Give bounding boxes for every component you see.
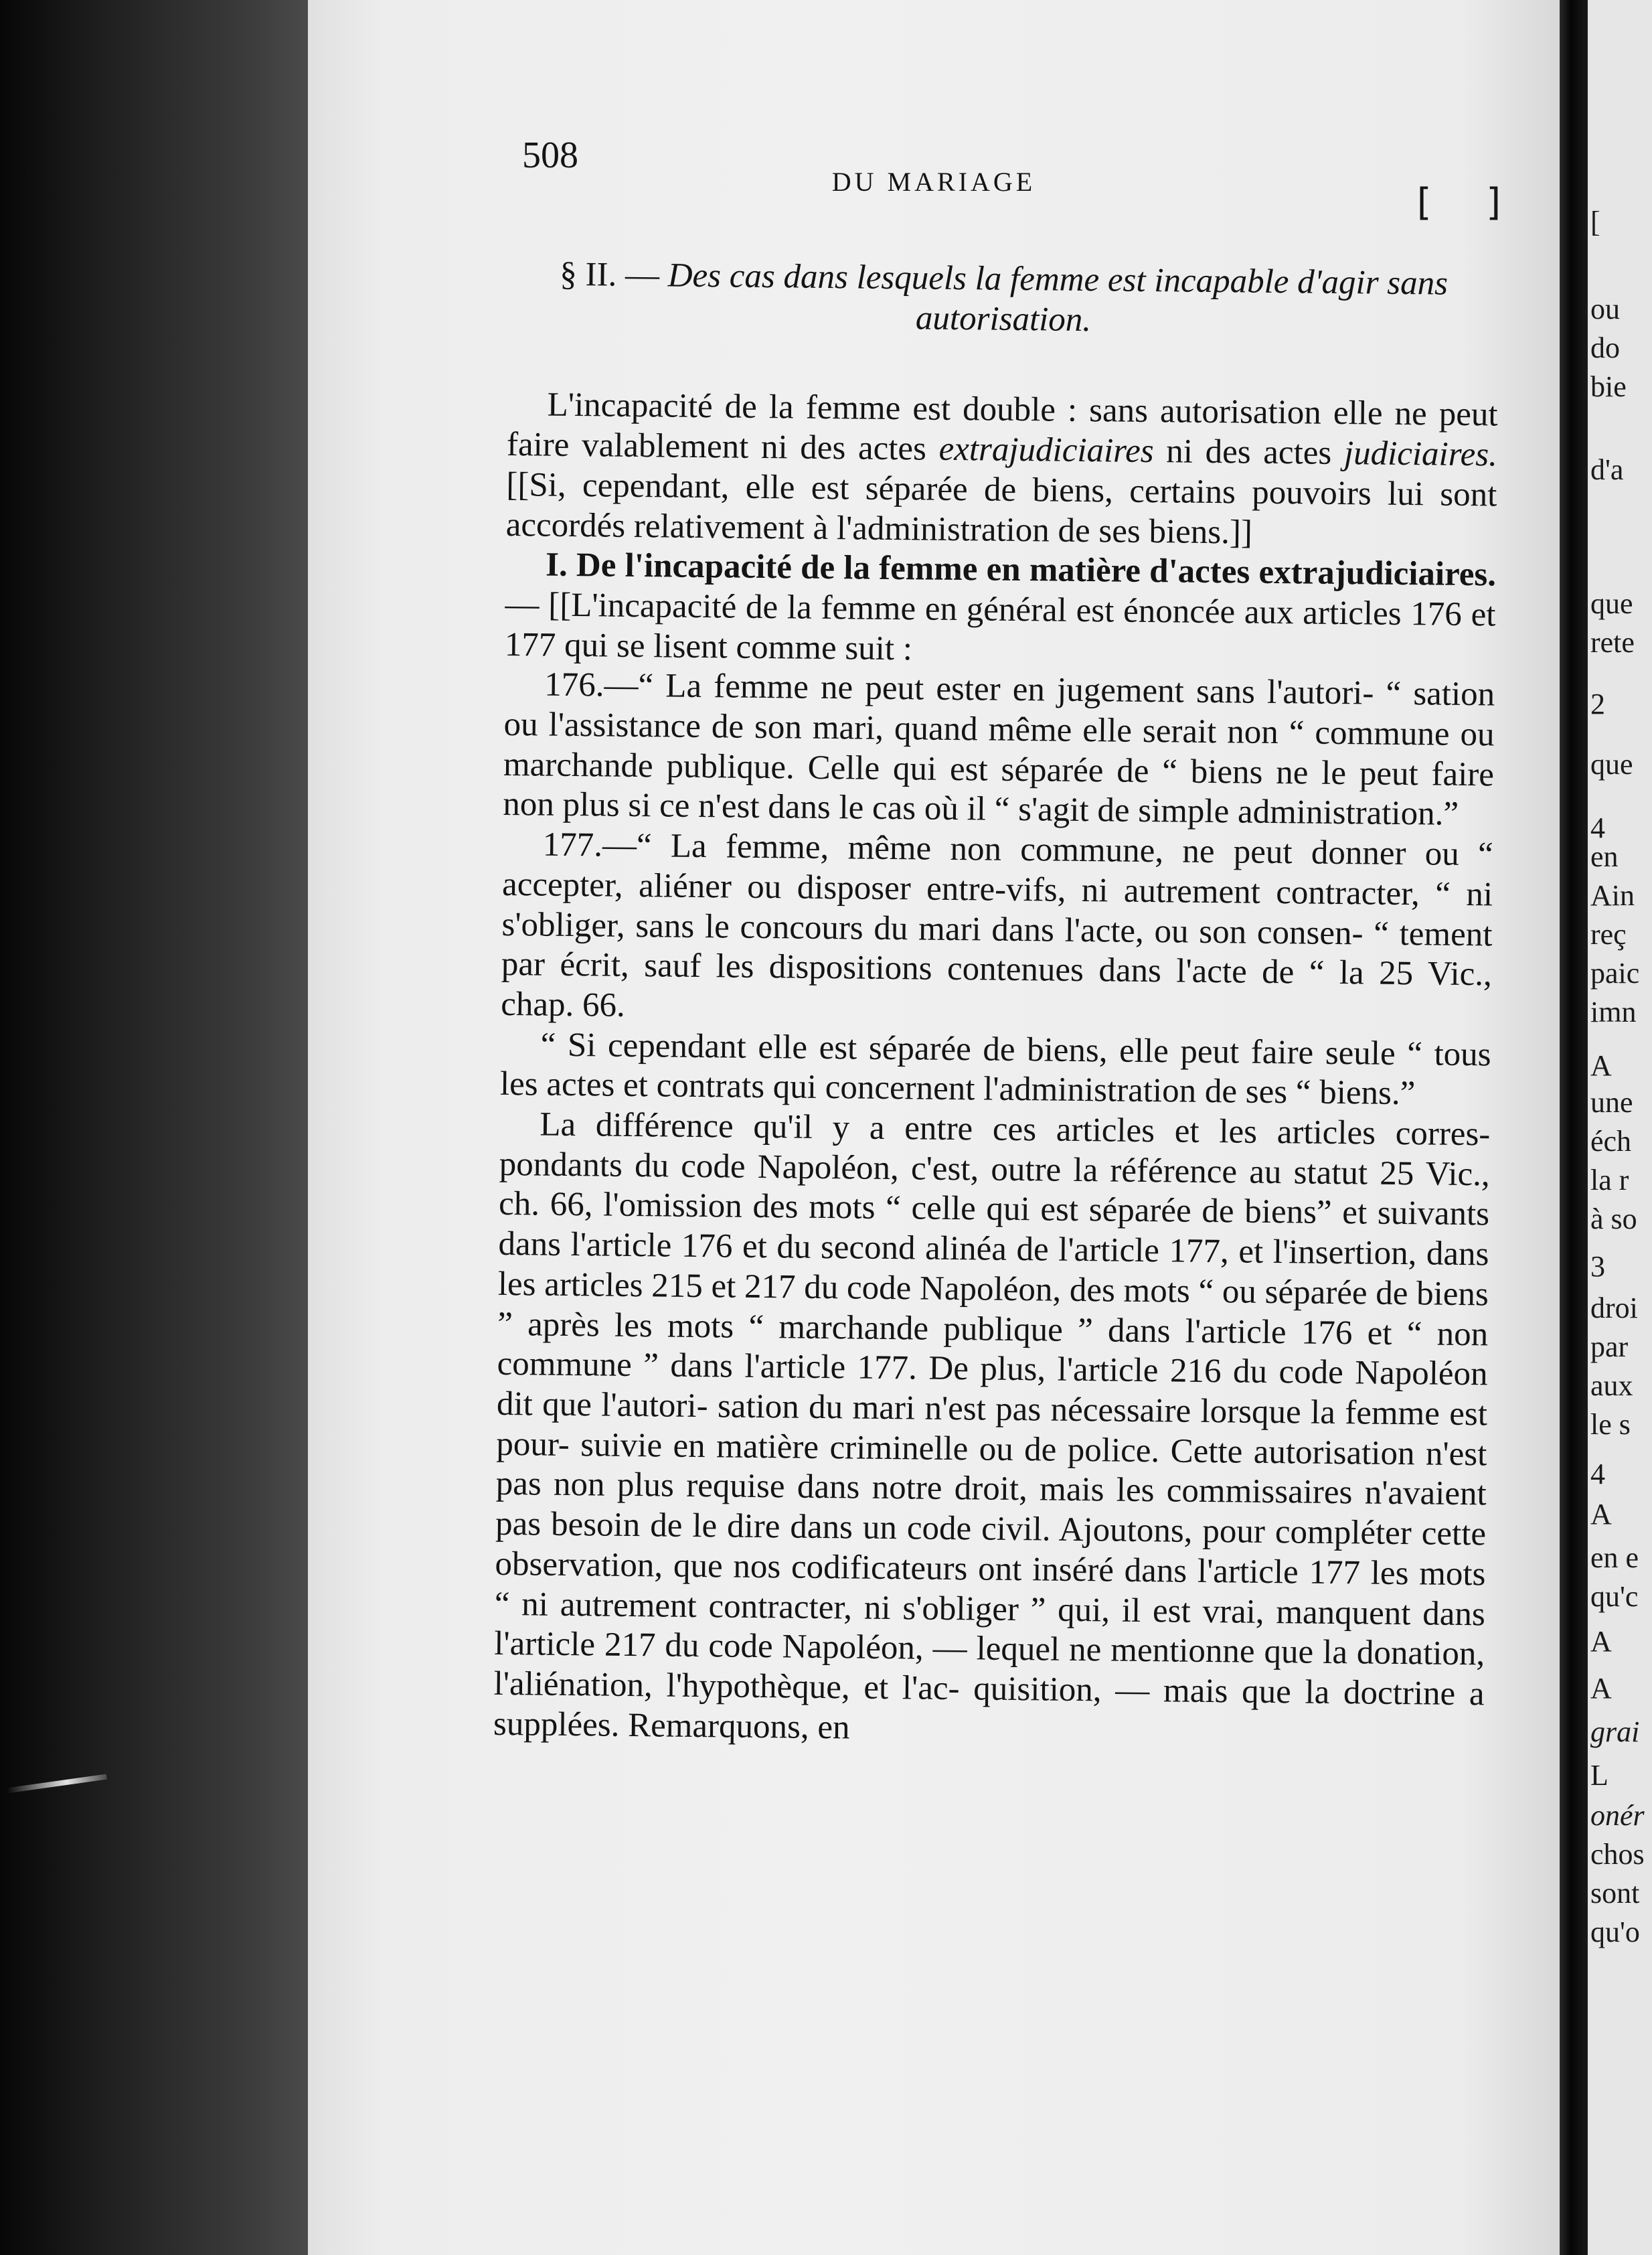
adjacent-page-fragment-35: sont — [1590, 1877, 1640, 1910]
adjacent-page-fragment-24: le s — [1590, 1408, 1631, 1441]
adjacent-page-fragment-23: aux — [1590, 1369, 1633, 1402]
adjacent-page-fragment-31: grai — [1590, 1715, 1640, 1748]
intro-text-3: [[Si, cependant, elle est séparée de biens, certains pouvoirs lui sont accordés relativement à l'administration de ses biens.]] — [505, 465, 1497, 552]
adjacent-page-fragment-34: chos — [1590, 1838, 1645, 1871]
bracket-mark: [ ] — [1411, 181, 1519, 224]
adjacent-page-fragment-8: que — [1590, 748, 1633, 781]
article-176: 176.—“ La femme ne peut ester en jugement sans l'autori- “ sation ou l'assistance de son mari, quand même elle serait non “ commune ou marchande publique. Celle qui est séparée de “ biens ne le peut faire non plus si ce n'est dans le cas où il “ s'agit de simple administration.” — [503, 666, 1495, 834]
adjacent-page-fragment — [1588, 0, 1652, 2255]
adjacent-page-fragment-27: en e — [1590, 1541, 1639, 1574]
adjacent-page-fragment-7: 2 — [1590, 688, 1605, 720]
article-177: 177.—“ La femme, même non commune, ne peut donner ou “ accepter, aliéner ou disposer entre-vifs, ni autrement contracter, “ ni s'obliger, sans le concours du mari dans l'acte, ou son consen- “ tement par écrit, sauf les dispositions contenues dans l'acte de “ la 25 Vic., chap. 66. — [500, 826, 1493, 1024]
running-head: DU MARIAGE — [831, 167, 1036, 197]
section-label: § II. — — [559, 255, 660, 295]
adjacent-page-fragment-12: reç — [1590, 918, 1627, 951]
adjacent-page-fragment-33: onér — [1590, 1799, 1645, 1832]
adjacent-page-fragment-13: paic — [1590, 957, 1640, 990]
adjacent-page-fragment-18: la r — [1590, 1164, 1629, 1196]
adjacent-page-fragment-14: imn — [1590, 996, 1637, 1028]
book-edge-shadow — [0, 0, 308, 2255]
section-title: Des cas dans lesquels la femme est incapable d'agir sans autorisation. — [667, 256, 1449, 339]
adjacent-page-fragment-28: qu'c — [1590, 1580, 1639, 1613]
intro-emphasis-judiciaires: judiciaires. — [1343, 435, 1498, 474]
intro-paragraph — [505, 385, 1497, 555]
commentary-paragraph: La différence qu'il y a entre ces articles et les articles corres- pondants du code Napoléon, c'est, outre la référence au statut 25 Vic., ch. 66, l'omission des mots “ celle qui est séparée de biens” et suivants dans l'article 176 et du second alinéa de l'article 177, et l'insertion, dans les articles 215 et 217 du code Napoléon, des mots “ ou séparée de biens ” après les mots “ marchande publique ” dans l'article 176 et “ non commune ” dans l'article 177. De plus, l'article 216 du code Napoléon dit que l'autori- sation du mari n'est pas nécessaire lorsque la femme est pour- suivie en matière criminelle ou de police. Cette autorisation n'est pas non plus requise dans notre droit, mais les commissaires n'avaient pas besoin de le dire dans un code civil. Ajoutons, pour compléter cette observation, que nos codificateurs ont inséré dans l'article 177 les mots “ ni autrement contracter, ni s'obliger ” qui, il est vrai, manquent dans l'article 217 du code Napoléon, — lequel ne mentionne que la donation, l'aliénation, l'hypothèque, et l'ac- quisition, — mais que la doctrine a supplées. Remarquons, en — [493, 1105, 1491, 1747]
body-text — [493, 254, 1499, 1755]
adjacent-page-fragment-32: L — [1590, 1759, 1608, 1792]
adjacent-page-fragment-29: A — [1590, 1625, 1612, 1658]
subsection-lead: — [[L'incapacité de la femme en général est énoncée aux articles 176 et 177 qui se lisent comme suit : — [504, 585, 1496, 668]
adjacent-page-fragment-0: [ — [1590, 206, 1600, 238]
article-177-continuation: “ Si cependant elle est séparée de biens, elle peut faire seule “ tous les actes et contrats qui concernent l'administration de ses “ biens.” — [499, 1026, 1491, 1113]
book-gutter — [1560, 0, 1588, 2255]
subsection-number: I. — [545, 546, 568, 585]
intro-emphasis-extrajudiciaires: extrajudiciaires — [938, 430, 1154, 471]
adjacent-page-fragment-16: une — [1590, 1086, 1633, 1119]
intro-text-1: L'incapacité de la femme est double : sans autorisation elle ne peut faire valablement ni des actes — [506, 386, 1498, 468]
adjacent-page-fragment-4: d'a — [1590, 453, 1624, 486]
adjacent-page-fragment-30: A — [1590, 1672, 1612, 1705]
intro-text-2: ni des actes — [1153, 433, 1345, 473]
section-heading — [508, 254, 1499, 345]
adjacent-page-fragment-17: éch — [1590, 1125, 1632, 1158]
page-number: 508 — [522, 135, 578, 176]
adjacent-page-fragment-19: à so — [1590, 1202, 1637, 1235]
adjacent-page-fragment-20: 3 — [1590, 1250, 1605, 1283]
adjacent-page-fragment-3: bie — [1590, 370, 1627, 403]
scan-artifact — [7, 1774, 107, 1794]
page-508 — [308, 0, 1560, 2255]
adjacent-page-fragment-6: rete — [1590, 626, 1635, 659]
adjacent-page-fragment-25: 4 — [1590, 1458, 1605, 1490]
adjacent-page-fragment-11: Ain — [1590, 879, 1635, 912]
adjacent-page-fragment-22: par — [1590, 1330, 1629, 1363]
adjacent-page-fragment-10: en — [1590, 840, 1619, 873]
adjacent-page-fragment-2: do — [1590, 331, 1620, 364]
adjacent-page-fragment-26: A — [1590, 1498, 1612, 1531]
subsection-title: De l'incapacité de la femme en matière d'actes extrajudiciaires. — [576, 546, 1497, 594]
adjacent-page-fragment-5: que — [1590, 587, 1633, 620]
adjacent-page-fragment-1: ou — [1590, 293, 1620, 325]
adjacent-page-fragment-9: 4 — [1590, 811, 1605, 844]
adjacent-page-fragment-15: A — [1590, 1049, 1612, 1082]
adjacent-page-fragment-21: droi — [1590, 1292, 1638, 1324]
subsection-paragraph — [505, 545, 1497, 676]
adjacent-page-fragment-36: qu'o — [1590, 1916, 1640, 1948]
